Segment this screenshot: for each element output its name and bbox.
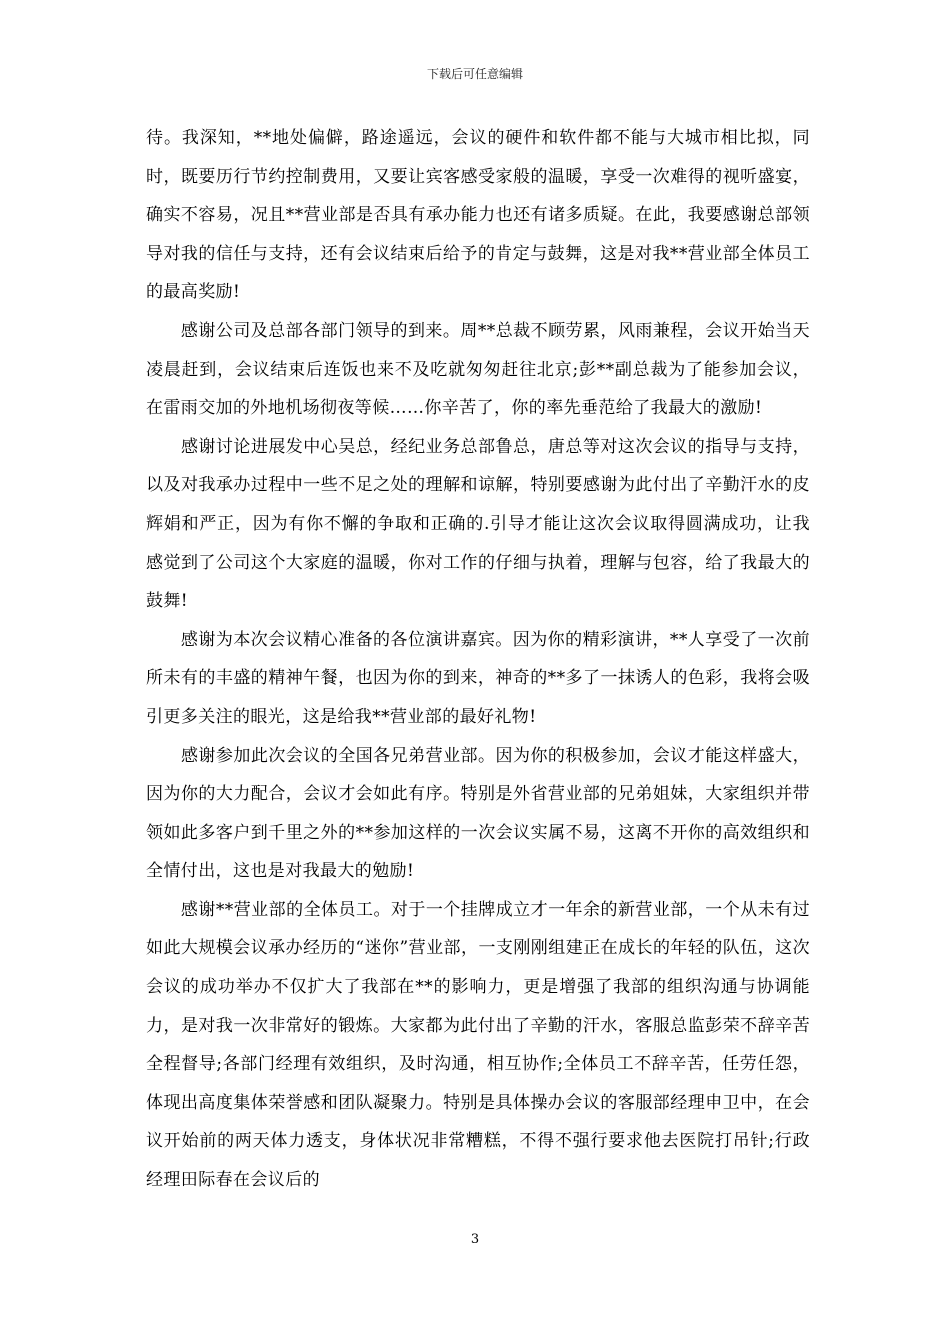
paragraph-2: 感谢公司及总部各部门领导的到来。周**总裁不顾劳累，风雨兼程，会议开始当天凌晨赶到，会议结束后连饭也来不及吃就匆匆赶往北京;彭**副总裁为了能参加会议，在雷雨交加的外地机场彻夜等候……你辛苦了，你的率先垂范给了我最大的激励! <box>146 320 810 419</box>
paragraph-6: 感谢**营业部的全体员工。对于一个挂牌成立才一年余的新营业部，一个从未有过如此大规模会议承办经历的“迷你”营业部，一支刚刚组建正在成长的年轻的队伍，这次会议的成功举办不仅扩大了我部在**的影响力，更是增强了我部的组织沟通与协调能力，是对我一次非常好的锻炼。大家都为此付出了辛勤的汗水，客服总监彭荣不辞辛苦全程督导;各部门经理有效组织，及时沟通，相互协作;全体员工不辞辛苦，任劳任怨，体现出高度集体荣誉感和团队凝聚力。特别是具体操办会议的客服部经理申卫中，在会议开始前的两天体力透支，身体状况非常糟糕，不得不强行要求他去医院打吊针;行政经理田际春在会议后的 <box>146 899 810 1191</box>
paragraph-4: 感谢为本次会议精心准备的各位演讲嘉宾。因为你的精彩演讲，**人享受了一次前所未有的丰盛的精神午餐，也因为你的到来，神奇的**多了一抹诱人的色彩，我将会吸引更多关注的眼光，这是给我**营业部的最好礼物! <box>146 629 810 727</box>
paragraph-1: 待。我深知，**地处偏僻，路途遥远，会议的硬件和软件都不能与大城市相比拟，同时，既要历行节约控制费用，又要让宾客感受家般的温暖，享受一次难得的视听盛宴，确实不容易，况且**营业部是否具有承办能力也还有诸多质疑。在此，我要感谢总部领导对我的信任与支持，还有会议结束后给予的肯定与鼓舞，这是对我**营业部全体员工的最高奖励! <box>146 128 810 303</box>
document-body <box>146 119 810 1200</box>
page-number: 3 <box>470 1232 480 1247</box>
paragraph-5: 感谢参加此次会议的全国各兄弟营业部。因为你的积极参加，会议才能这样盛大，因为你的大力配合，会议才会如此有序。特别是外省营业部的兄弟姐妹，大家组织并带领如此多客户到千里之外的**参加这样的一次会议实属不易，这离不开你的高效组织和全情付出，这也是对我最大的勉励! <box>146 745 810 882</box>
page-header: 下载后可任意编辑 <box>426 67 523 81</box>
paragraph-3: 感谢讨论进展发中心吴总，经纪业务总部鲁总，唐总等对这次会议的指导与支持，以及对我承办过程中一些不足之处的理解和谅解，特别要感谢为此付出了辛勤汗水的皮辉娟和严正，因为有你不懈的争取和正确的.引导才能让这次会议取得圆满成功，让我感觉到了公司这个大家庭的温暖，你对工作的仔细与执着，理解与包容，给了我最大的鼓舞! <box>146 436 810 612</box>
